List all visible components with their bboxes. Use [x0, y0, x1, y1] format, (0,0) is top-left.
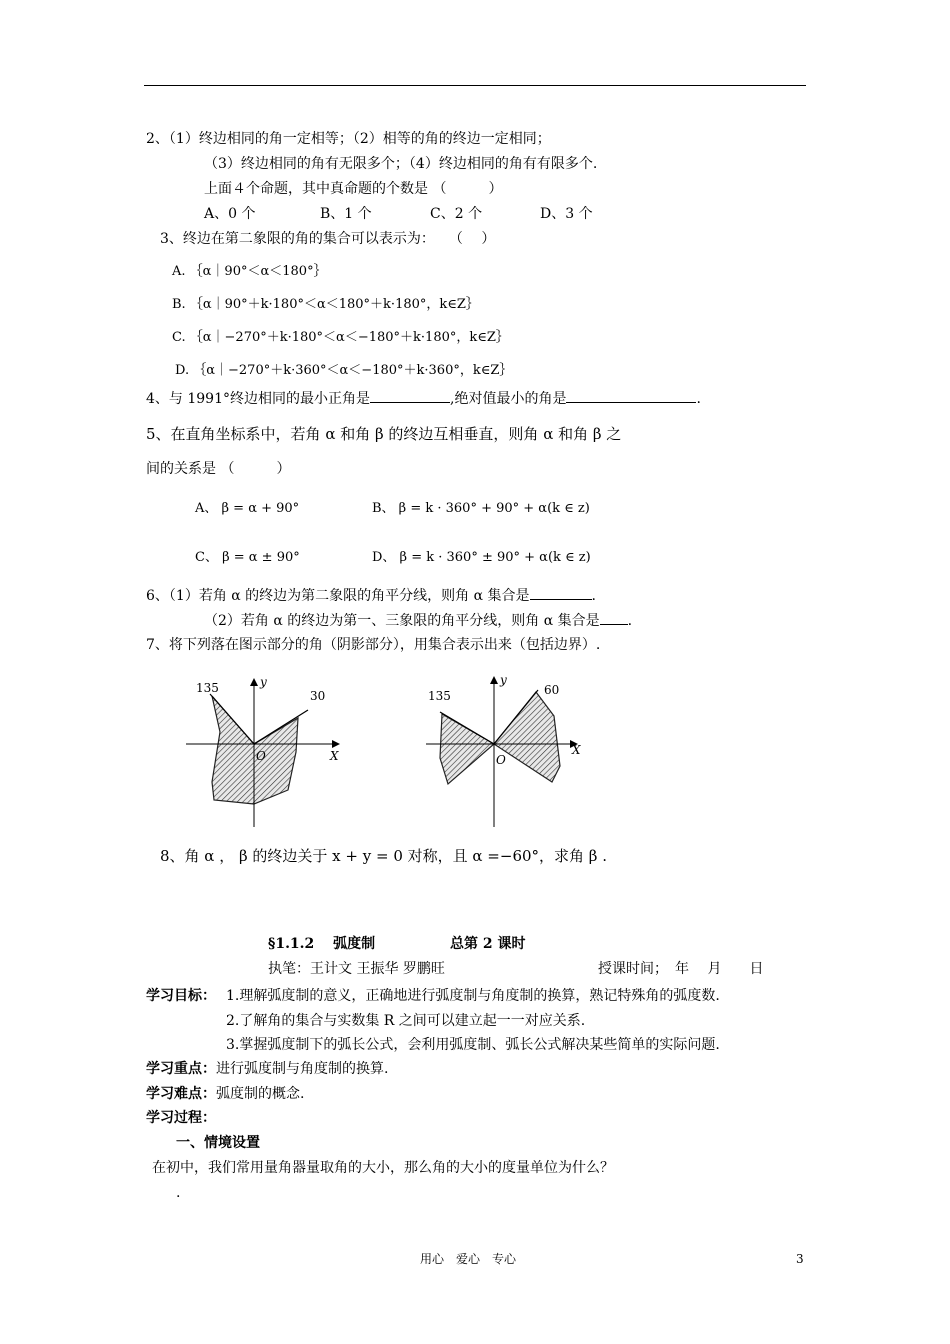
q4-text-1: 4、与 1991°终边相同的最小正角是 — [146, 391, 370, 407]
q2-option-c: C、2 个 — [430, 206, 483, 222]
process-label: 学习过程： — [146, 1110, 216, 1126]
q7-fig1-label-right: 30 — [310, 689, 326, 703]
q3-stem: 3、终边在第二象限的角的集合可以表示为： （ ） — [160, 231, 496, 247]
q7-stem: 7、将下列落在图示部分的角（阴影部分），用集合表示出来（包括边界）. — [146, 637, 601, 653]
section-authors: 执笔：王计文 王振华 罗鹏旺 — [268, 961, 445, 977]
difficulty-text: 弧度制的概念. — [216, 1086, 305, 1102]
q7-fig1-label-left: 135 — [196, 681, 219, 695]
q3-option-c: C. ｛α｜−270°＋k·180°＜α＜−180°＋k·180°，k∈Z｝ — [172, 330, 509, 345]
difficulty-label: 学习难点： — [146, 1086, 216, 1102]
q5-option-c: C、 β = α ± 90° — [195, 550, 300, 565]
q2-line2: （3）终边相同的角有无限多个；（4）终边相同的角有有限多个. — [204, 156, 598, 172]
q6-text-2b: . — [627, 613, 633, 629]
q2-option-d: D、3 个 — [540, 206, 593, 222]
q7-fig1-y-arrow-icon — [250, 678, 258, 686]
q4-blank-2[interactable] — [566, 388, 696, 403]
q2-line1: 2、（1）终边相同的角一定相等；（2）相等的角的终边一定相同； — [146, 131, 551, 147]
goal-3: 3.掌握弧度制下的弧长公式，会利用弧度制、弧长公式解决某些简单的实际问题. — [226, 1037, 720, 1053]
q4-text-3: . — [696, 391, 701, 407]
q8-text: 8、角 α ， β 的终边关于 x + y = 0 对称，且 α =−60°，求角 β . — [160, 847, 608, 865]
goal-2: 2.了解角的集合与实数集 R 之间可以建立起一一对应关系. — [226, 1013, 586, 1029]
q7-figure-1 — [180, 672, 360, 832]
q3-option-b: B. ｛α｜90°＋k·180°＜α＜180°＋k·180°，k∈Z｝ — [172, 297, 479, 312]
difficulty-line — [146, 1085, 304, 1103]
q4-text-2: ,绝对值最小的角是 — [450, 391, 567, 407]
q7-fig2-label-left: 135 — [428, 689, 451, 703]
q7-fig1-x-arrow-icon — [332, 740, 340, 748]
q7-fig2-y-arrow-icon — [490, 676, 498, 684]
q6-text-2a: （2）若角 α 的终边为第一、三象限的角平分线，则角 α 集合是 — [204, 613, 600, 629]
q6-line1 — [146, 585, 596, 605]
q6-text-1a: 6、（1）若角 α 的终边为第二象限的角平分线，则角 α 集合是 — [146, 588, 530, 604]
q7-fig1-shaded-region — [212, 696, 298, 804]
q3-option-a: A. ｛α｜90°＜α＜180°｝ — [172, 264, 327, 279]
q2-option-b: B、1 个 — [320, 206, 372, 222]
q7-fig2-y-label: y — [500, 673, 507, 687]
q7-figure-2 — [420, 672, 600, 832]
q7-fig1-y-label: y — [260, 675, 267, 689]
paragraph-dot: . — [176, 1185, 181, 1201]
q7-fig2-x-label: X — [572, 743, 581, 757]
key-point-text: 进行弧度制与角度制的换算. — [216, 1061, 389, 1077]
page-number: 3 — [796, 1252, 804, 1266]
q3-option-d: D. ｛α｜−270°＋k·360°＜α＜−180°＋k·360°，k∈Z｝ — [175, 363, 513, 378]
q5-option-a: A、 β = α + 90° — [195, 501, 300, 516]
q2-line3: 上面４个命题，其中真命题的个数是 （ ） — [204, 181, 503, 197]
q5-line2: 间的关系是 （ ） — [146, 461, 291, 477]
q7-fig1-origin-label: O — [256, 749, 266, 763]
key-point-label: 学习重点： — [146, 1061, 216, 1077]
subsection-heading: 一、情境设置 — [176, 1135, 260, 1151]
q7-fig2-label-right: 60 — [544, 683, 560, 697]
q2-option-a: A、0 个 — [204, 206, 256, 222]
q5-option-d: D、 β = k · 360° ± 90° + α(k ∈ z) — [372, 550, 591, 565]
q5-line1: 5、在直角坐标系中，若角 α 和角 β 的终边互相垂直，则角 α 和角 β 之 — [146, 425, 622, 443]
key-point-line — [146, 1060, 388, 1078]
q7-fig2-shaded-left — [440, 714, 494, 784]
q7-fig2-shaded-right — [494, 692, 560, 782]
section-title: §1.1.2 弧度制 总第 2 课时 — [268, 936, 526, 952]
goal-label: 学习目标： — [146, 988, 216, 1004]
q6-text-1b: . — [591, 588, 596, 604]
header-rule — [144, 85, 806, 86]
q6-blank-1[interactable] — [530, 585, 592, 600]
q4-line — [146, 388, 701, 408]
q7-fig1-x-label: X — [330, 749, 339, 763]
section-time: 授课时间； 年 月 日 — [598, 961, 764, 977]
q7-fig2-origin-label: O — [496, 753, 506, 767]
q5-option-b: B、 β = k · 360° + 90° + α(k ∈ z) — [372, 501, 590, 516]
q6-blank-2[interactable] — [600, 610, 628, 625]
q6-line2 — [204, 610, 632, 630]
q4-blank-1[interactable] — [370, 388, 450, 403]
paragraph-1: 在初中，我们常用量角器量取角的大小，那么角的大小的度量单位为什么？ — [152, 1160, 614, 1176]
goal-1: 1.理解弧度制的意义，正确地进行弧度制与角度制的换算，熟记特殊角的弧度数. — [226, 988, 720, 1004]
footer-slogan: 用心 爱心 专心 — [420, 1252, 517, 1266]
